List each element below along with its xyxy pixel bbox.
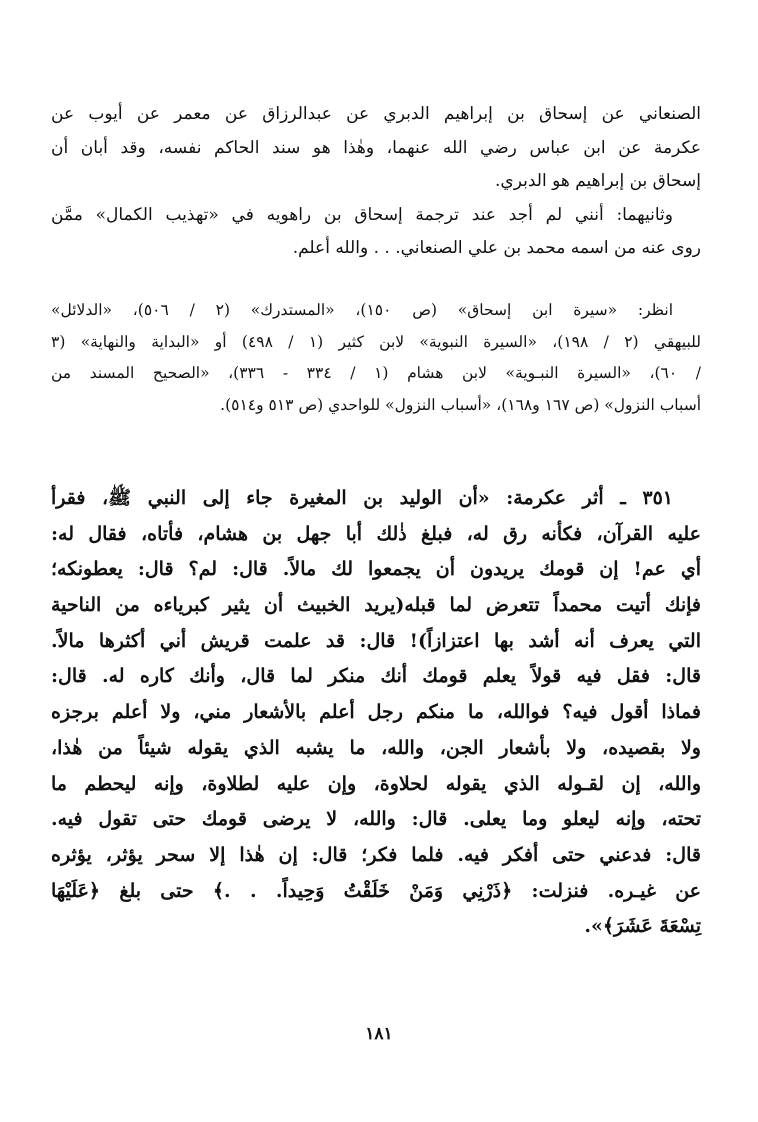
reference-line: للبيهقي (٢ / ١٩٨)، «السيرة النبوية» لابن كثير (١ / ٤٩٨) أو «البداية والنهاية» (٣: [51, 332, 702, 351]
athar-line: أي عم! إن قومك يريدون أن يجمعوا لك مالاً. قال: لم؟ قال: يعطونكه؛: [51, 558, 701, 581]
text-line: الصنعاني عن إسحاق بن إبراهيم الدبري عن عبدالرزاق عن معمر عن أيوب عن: [51, 104, 701, 124]
page-number: ١٨١: [365, 1024, 393, 1044]
reference-line: انظر: «سيرة ابن إسحاق» (ص ١٥٠)، «المستدرك» (٢ / ٥٠٦)، «الدلائل»: [51, 301, 673, 319]
text-line: روى عنه من اسمه محمد بن علي الصنعاني. . . والله أعلم.: [292, 238, 701, 258]
athar-line: عليه القرآن، فكأنه رق له، فبلغ ذٰلك أبا جهل بن هشام، فأتاه، فقال له:: [51, 522, 701, 545]
athar-ikrimah-351: [51, 481, 701, 945]
reference-line: / ٦٠)، «السيرة النبـوية» لابن هشام (١ / ٣٣٤ - ٣٣٦)، «الصحيح المسند من: [51, 364, 702, 382]
athar-line: فإنك أتيت محمداً تتعرض لما قبله(يريد الخبيث أن يثير كبرياءه من الناحية: [51, 594, 701, 617]
athar-line: تِسْعَةَ عَشَرَ﴾».: [584, 915, 701, 938]
athar-line: التي يعرف أنه أشد بها اعتزازاً)! قال: قد علمت قريش أني أكثرها مالاً.: [51, 629, 701, 652]
text-line: عكرمة عن ابن عباس رضي الله عنهما، وهٰذا هو سند الحاكم نفسه، وقد أبان أن: [51, 137, 701, 158]
text-line: إسحاق بن إبراهيم هو الدبري.: [495, 171, 701, 191]
athar-line: ٣٥١ ـ أثر عكرمة: «أن الوليد بن المغيرة جاء إلى النبي ﷺ، فقرأ: [51, 487, 673, 509]
reference-line: أسباب النزول» (ص ١٦٧ و١٦٨)، «أسباب النزول» للواحدي (ص ٥١٣ و٥١٤).: [220, 395, 701, 414]
references-note: [51, 295, 701, 421]
athar-line: قال: فقل فيه قولاً يعلم قومك أنك منكر لما قال، وأنك كاره له. قال:: [51, 665, 701, 688]
athar-line: قال: فدعني حتى أفكر فيه. فلما فكر؛ قال: إن هٰذا إلا سحر يؤثر، يؤثره: [51, 843, 701, 866]
intro-commentary: [51, 98, 701, 266]
athar-line: ولا بقصيده، ولا بأشعار الجن، والله، ما يشبه الذي يقوله شيئاً من هٰذا،: [51, 736, 701, 759]
athar-line: والله، إن لقـوله الذي يقوله لحلاوة، وإن عليه لطلاوة، وإنه ليحطم ما: [51, 772, 701, 795]
athar-line: عن غيـره. فنزلت: ﴿ذَرْنِي وَمَنْ خَلَقْتُ وَحِيداً. . .﴾ حتى بلغ ﴿عَلَيْهَا: [51, 879, 701, 902]
text-line: وثانيهما: أنني لم أجد عند ترجمة إسحاق بن راهويه في «تهذيب الكمال» ممَّن: [51, 204, 673, 225]
athar-line: فماذا أقول فيه؟ فوالله، ما منكم رجل أعلم بالأشعار مني، ولا أعلم برجزه: [51, 701, 701, 724]
athar-line: تحته، وإنه ليعلو وما يعلى. قال: والله، لا يرضى قومك حتى تقول فيه.: [51, 808, 701, 831]
